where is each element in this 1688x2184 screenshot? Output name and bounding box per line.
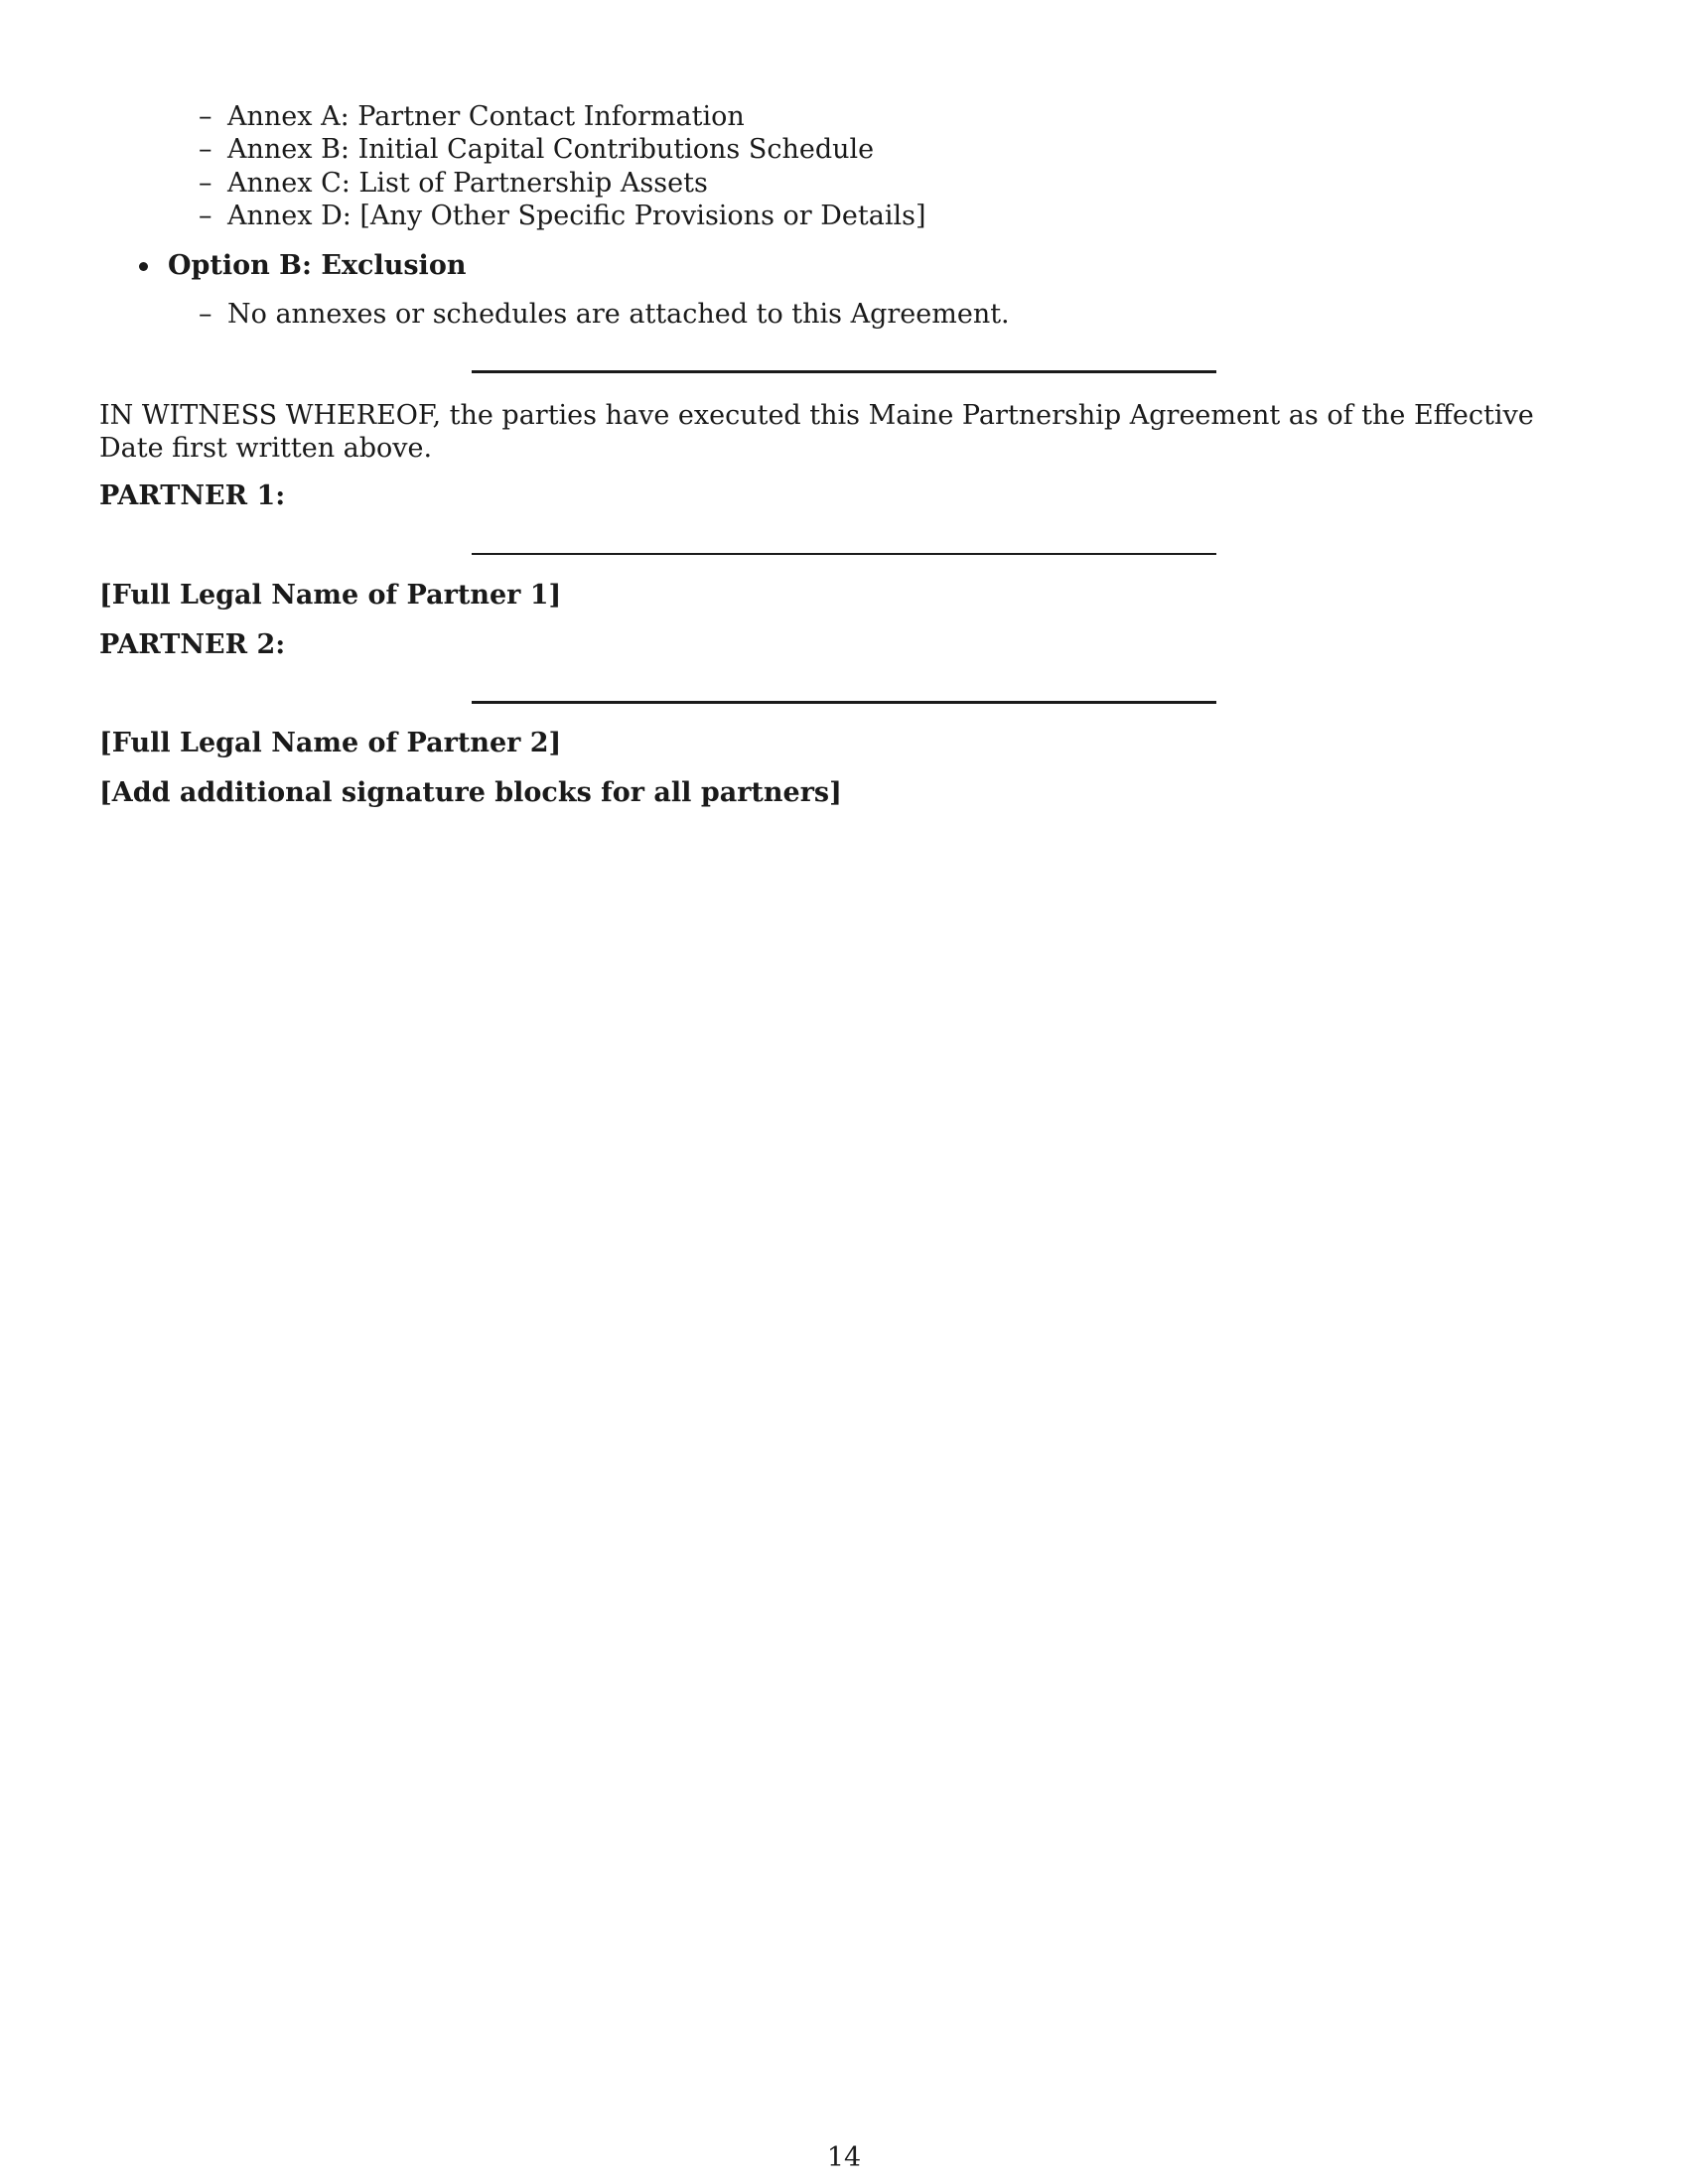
annex-item: Annex A: Partner Contact Information [227, 101, 745, 132]
partner-2-signature-line [472, 701, 1216, 704]
partner-1-name: [Full Legal Name of Partner 1] [99, 580, 562, 611]
annex-item: Annex B: Initial Capital Contributions Schedule [227, 134, 875, 165]
page-number: 14 [826, 2142, 862, 2173]
option-b-title: Option B: Exclusion [168, 250, 467, 281]
partner-2-name: [Full Legal Name of Partner 2] [99, 728, 562, 758]
bullet-icon [139, 262, 148, 271]
list-dash: – [199, 168, 212, 199]
annex-item: Annex C: List of Partnership Assets [227, 168, 708, 199]
list-dash: – [199, 134, 212, 165]
partner-1-label: PARTNER 1: [99, 480, 286, 511]
list-dash: – [199, 201, 212, 231]
list-dash: – [199, 101, 212, 132]
partner-1-signature-line [472, 553, 1216, 555]
annex-item: Annex D: [Any Other Specific Provisions or Details] [227, 201, 926, 231]
option-b-item: No annexes or schedules are attached to this Agreement. [227, 299, 1010, 330]
section-divider [472, 370, 1216, 373]
list-dash: – [199, 299, 212, 330]
additional-signatures-note: [Add additional signature blocks for all partners] [99, 777, 842, 808]
witness-paragraph: IN WITNESS WHEREOF, the parties have executed this Maine Partnership Agreement as of the Effective Date first written above. [99, 400, 1534, 464]
partner-2-label: PARTNER 2: [99, 629, 286, 660]
